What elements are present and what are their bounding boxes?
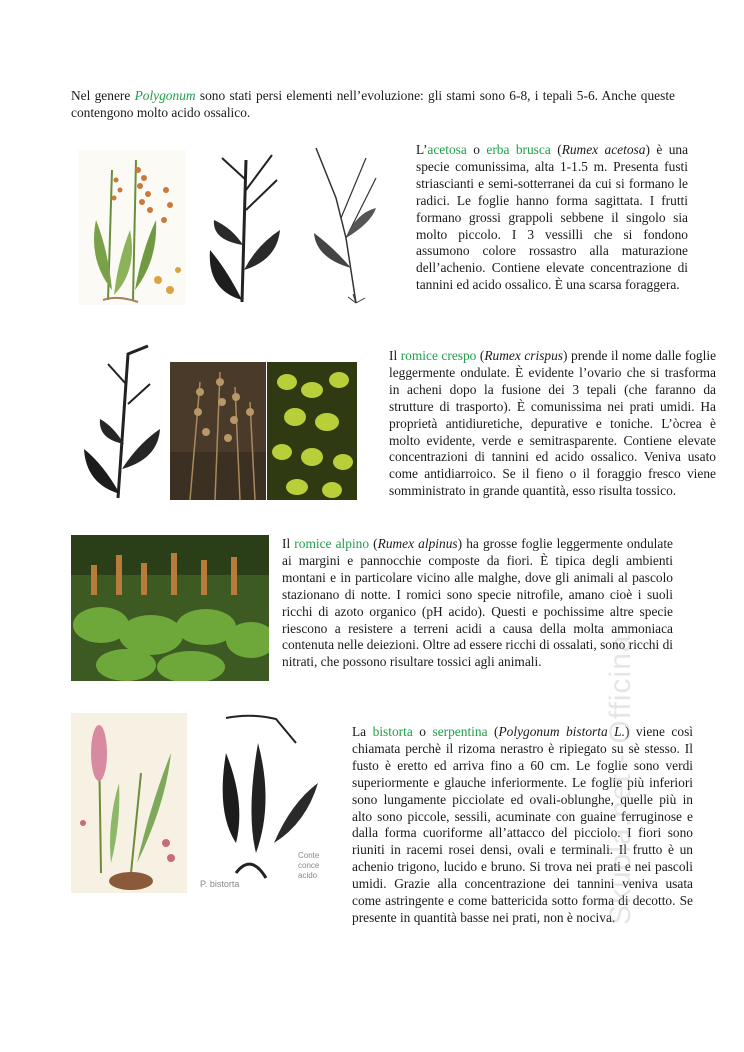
acetosa-herbarium [296,138,392,308]
crespo-paragraph [389,348,716,500]
bistorta-name: bistorta [372,724,413,739]
crespo-silhouette [78,344,164,500]
acetosa-paragraph [416,142,688,294]
crespo-name: romice crespo [400,348,477,363]
alpino-name: romice alpino [294,536,370,551]
herbarium-text-2: conce [298,861,320,870]
watermark-text: Skuola.net - Officina [604,634,637,925]
acetosa-latin-name: Rumex acetosa [561,142,646,157]
acetosa-illustration [78,150,186,305]
acetosa-text-start: L’ [416,142,428,157]
genus-name: Polygonum [134,88,196,103]
herbarium-caption: P. bistorta [200,879,240,889]
watermark [594,634,654,930]
crespo-text-start: Il [389,348,401,363]
intro-text: Nel genere [71,88,135,103]
alpino-photo [71,535,269,681]
acetosa-silhouette [202,150,286,305]
herbarium-text-3: acido [298,871,318,880]
acetosa-text-body: ) è una specie comunissima, alta 1-1.5 m. Presenta fusti striascianti e semi-sotterranei da cui si formano le radici. Le foglie hanno forma sagittata. I frutti formano grossi grappoli sebbene il singolo sia molto piccolo. I 3 vessilli che si fondono assumono colore rossastro alla maturazione dell’achenio. Contiene elevate concentrazione di tannini ed acido ossalico. È una scarsa foraggera. [416,142,689,293]
alpino-text-start: Il [282,536,295,551]
crespo-photo-seeds [170,362,266,500]
crespo-text-body: ) prende il nome dalle foglie leggermente ondulate. È evidente l’ovario che si trasforma in acheni dopo la fusione dei 3 tepali (che faranno da strutture di trasporto). È comunissima nei prati umidi. Ha proprietà antidiuretiche, depurative e toniche. L’òcrea è molto evidente, verde e semitrasparente. Contiene elevate concentrazioni di tannini ed acido ossalico. Veniva usato come antidiarroico. Se il fieno o il foraggio fresco viene somministrato in grande quantità, esso risulta tossico. [389,348,717,499]
acetosa-paren-open: ( [550,142,562,157]
crespo-photo-fruits [267,362,357,500]
bistorta-herbarium [196,713,324,893]
crespo-paren-open: ( [476,348,485,363]
serpentina-name: serpentina [432,724,488,739]
alpino-paren-open: ( [369,536,378,551]
acetosa-name: acetosa [427,142,467,157]
intro-text-end: sono stati persi elementi nell’evoluzione: gli stami sono 6-8, i tepali 5-6. Anche queste contengono molto acido ossalico. [71,88,675,120]
acetosa-text-or: o [466,142,487,157]
intro-paragraph [71,88,675,122]
herbarium-text-1: Conte [298,851,320,860]
alpino-latin-name: Rumex alpinus [377,536,458,551]
bistorta-paren-open: ( [487,724,499,739]
bistorta-illustration [71,713,187,893]
bistorta-text-body: ) viene così chiamata perchè il rizoma nerastro è ripiegato su sè stesso. Il fusto è eretto ed arriva fino a 60 cm. Le foglie sono verdi superiormente e glauche inferiormente. Le foglie più inferiori sono lungamente picciolate ed ovali-oblunghe, quelle più in alto sono piccole, sessili, acuminate con guaine ferruginose e dalla forma cuoriforme all’attacco del picciolo. I fiori sono riuniti in racemi rosei densi, ovali e terminali. Il frutto è un achenio trigono, lucido e bruno. Si trova nei prati e nei pascoli umidi. Grazie alla concentrazione dei tannini veniva usata come astringente e come battericida sotto forma di decotto. Se presente in quantità basse nei prati, non è nociva. [352,724,693,925]
bistorta-latin-name: Polygonum bistorta L. [498,724,625,739]
alpino-text-body: ) ha grosse foglie leggermente ondulate ai margini e pannocchie composte da fiori. È tipica degli ambienti montani e in particolare vicino alle malghe, dove gli animali al pascolo stazionano di notte. I romici sono specie nitrofile, amano cioè i suoli ricchi di azoto organico (pH acido). Questi e pochissime altre specie riescono a resistere a terreni acidi a causa della molta ammoniaca contenuta nelle deiezioni. Oltre ad essere ricchi di ossalati, sono ricchi di nitrati, che possono risultare tossici agli animali. [282,536,674,670]
crespo-latin-name: Rumex crispus [484,348,564,363]
bistorta-text-or: o [412,724,433,739]
bistorta-text-start: La [352,724,373,739]
erba-brusca-name: erba brusca [486,142,551,157]
